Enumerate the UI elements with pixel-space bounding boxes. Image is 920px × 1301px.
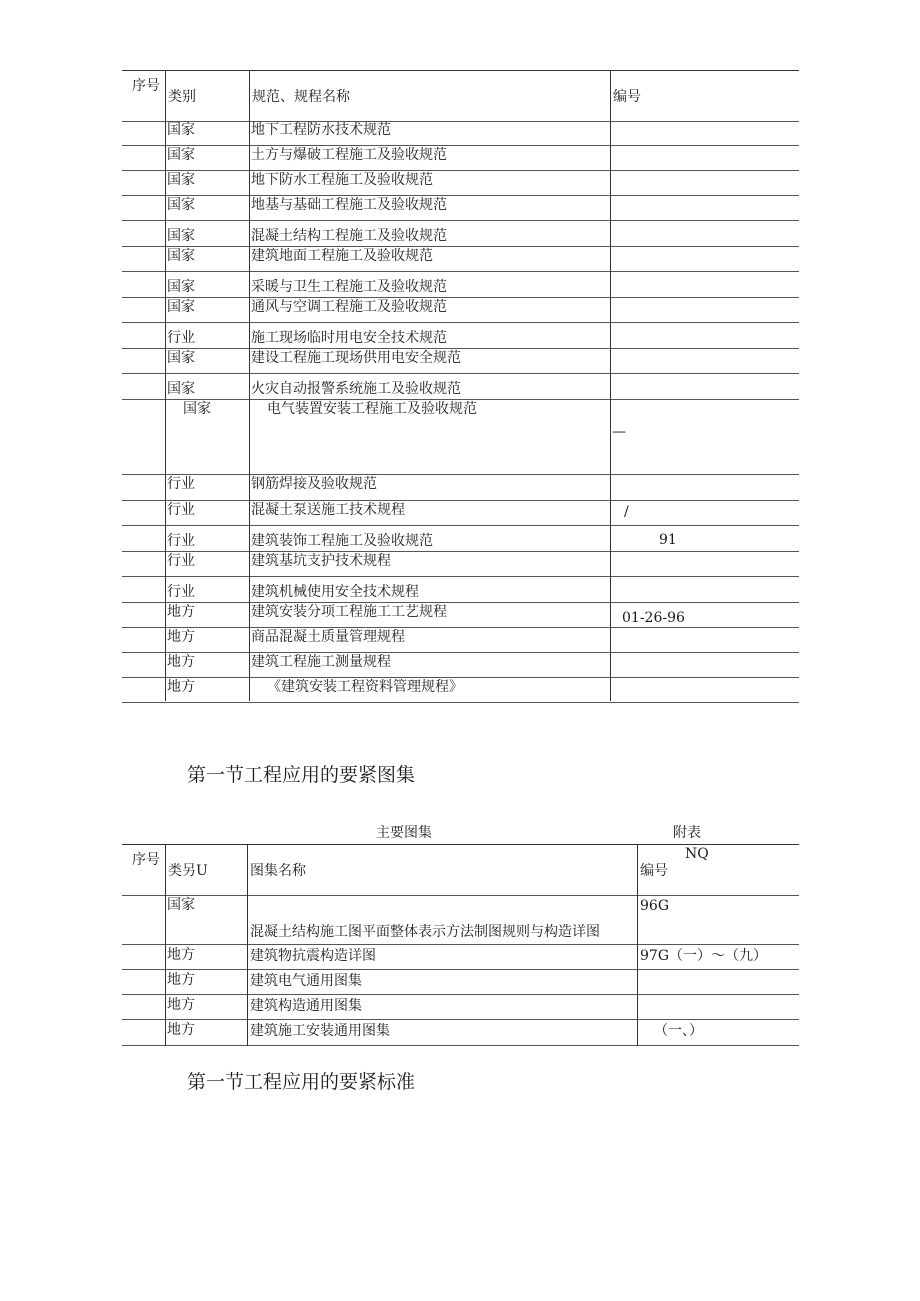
row-name: 建筑工程施工测量规程 <box>251 654 391 670</box>
table-row <box>122 348 799 374</box>
row-category: 国家 <box>167 122 195 138</box>
table-row <box>122 525 799 552</box>
row-code: （一、） <box>654 1023 703 1039</box>
table-row <box>122 944 799 970</box>
row-name: 建筑施工安装通用图集 <box>250 1023 390 1039</box>
row-category: 国家 <box>167 197 195 213</box>
row-category: 行业 <box>167 553 195 569</box>
table-row <box>122 195 799 221</box>
header-seq: 序号 <box>132 78 160 94</box>
table-row <box>122 322 799 349</box>
header-name: 图集名称 <box>250 863 306 879</box>
table-row <box>122 399 799 475</box>
row-category: 国家 <box>167 350 195 366</box>
row-name: 混凝土结构工程施工及验收规范 <box>251 228 447 244</box>
table-row <box>122 627 799 653</box>
row-name: 地下工程防水技术规范 <box>251 122 391 138</box>
table-row <box>122 677 799 703</box>
row-name: 建设工程施工现场供用电安全规范 <box>251 350 461 366</box>
row-category: 地方 <box>167 604 195 620</box>
table2-caption: 主要图集 <box>376 825 432 841</box>
table-row <box>122 145 799 171</box>
row-name: 地下防水工程施工及验收规范 <box>251 172 433 188</box>
row-category: 国家 <box>167 279 195 295</box>
table2-appendix-label: 附表 <box>673 825 701 841</box>
column-divider <box>247 844 248 1046</box>
row-name: 建筑电气通用图集 <box>250 973 362 989</box>
row-code: 97G（一）～（九） <box>640 948 767 964</box>
header-code: 编号 <box>640 863 668 879</box>
table-row <box>122 500 799 526</box>
header-name: 规范、规程名称 <box>252 89 350 105</box>
row-name: 商品混凝土质量管理规程 <box>251 629 405 645</box>
row-name: 建筑机械使用安全技术规程 <box>251 584 419 600</box>
row-name: 建筑装饰工程施工及验收规范 <box>251 533 433 549</box>
row-category: 地方 <box>167 947 195 963</box>
column-divider <box>249 70 250 701</box>
section-title-atlas: 第一节工程应用的要紧图集 <box>187 764 416 786</box>
section-title-standards: 第一节工程应用的要紧标准 <box>187 1071 416 1093</box>
row-name: 电气装置安装工程施工及验收规范 <box>267 401 477 417</box>
table-row <box>122 297 799 323</box>
table-row <box>122 246 799 272</box>
row-code: — <box>612 424 626 440</box>
column-divider <box>637 844 638 1046</box>
row-category: 行业 <box>167 502 195 518</box>
row-name: 建筑基坑支护技术规程 <box>251 553 391 569</box>
table-row <box>122 120 799 146</box>
row-category: 国家 <box>167 299 195 315</box>
row-name: 《建筑安装工程资料管理规程》 <box>267 679 463 695</box>
table-row <box>122 474 799 501</box>
table-row <box>122 652 799 678</box>
header-category: 类另U <box>168 863 208 879</box>
row-name: 通风与空调工程施工及验收规范 <box>251 299 447 315</box>
row-code: 91 <box>659 532 677 548</box>
header-seq: 序号 <box>132 852 160 868</box>
row-name: 钢筋焊接及验收规范 <box>251 476 377 492</box>
table-row <box>122 894 799 945</box>
row-category: 国家 <box>167 228 195 244</box>
table-row <box>122 551 799 577</box>
table-row <box>122 271 799 298</box>
row-name: 建筑地面工程施工及验收规范 <box>251 248 433 264</box>
row-name: 地基与基础工程施工及验收规范 <box>251 197 447 213</box>
row-category: 国家 <box>167 172 195 188</box>
row-category: 地方 <box>167 679 195 695</box>
table-header-row <box>122 70 799 122</box>
table-row <box>122 969 799 995</box>
row-name: 混凝土泵送施工技术规程 <box>251 502 405 518</box>
row-code: 01-26-96 <box>622 610 685 626</box>
row-category: 国家 <box>167 248 195 264</box>
header-code: 编号 <box>613 89 641 105</box>
column-divider <box>165 844 166 1046</box>
row-name: 火灾自动报警系统施工及验收规范 <box>251 381 461 397</box>
row-category: 地方 <box>167 972 195 988</box>
column-divider <box>610 70 611 701</box>
row-name: 采暖与卫生工程施工及验收规范 <box>251 279 447 295</box>
row-category: 地方 <box>167 629 195 645</box>
row-category: 国家 <box>183 401 211 417</box>
table-row <box>122 994 799 1020</box>
row-category: 国家 <box>167 381 195 397</box>
row-category: 地方 <box>167 1022 195 1038</box>
row-category: 行业 <box>167 476 195 492</box>
row-code: 96G <box>640 898 669 914</box>
row-name: 建筑构造通用图集 <box>250 998 362 1014</box>
row-category: 行业 <box>167 533 195 549</box>
column-divider <box>165 70 166 701</box>
table-row <box>122 576 799 603</box>
table-row <box>122 1019 799 1046</box>
row-category: 地方 <box>167 997 195 1013</box>
row-name: 建筑安装分项工程施工工艺规程 <box>251 604 447 620</box>
row-name: 施工现场临时用电安全技术规范 <box>251 330 447 346</box>
row-name: 混凝土结构施工图平面整体表示方法制图规则与构造详图 <box>250 924 600 940</box>
row-category: 行业 <box>167 584 195 600</box>
header-category: 类别 <box>168 89 196 105</box>
row-code: / <box>624 504 629 520</box>
table-row <box>122 602 799 628</box>
table-row <box>122 373 799 400</box>
table-row <box>122 220 799 247</box>
row-name: 建筑物抗震构造详图 <box>250 948 376 964</box>
table-header-row <box>122 844 799 896</box>
header-code-top: NQ <box>685 846 709 862</box>
row-name: 土方与爆破工程施工及验收规范 <box>251 147 447 163</box>
row-category: 地方 <box>167 654 195 670</box>
table-row <box>122 170 799 196</box>
row-category: 国家 <box>167 897 195 913</box>
row-category: 行业 <box>167 330 195 346</box>
row-category: 国家 <box>167 147 195 163</box>
